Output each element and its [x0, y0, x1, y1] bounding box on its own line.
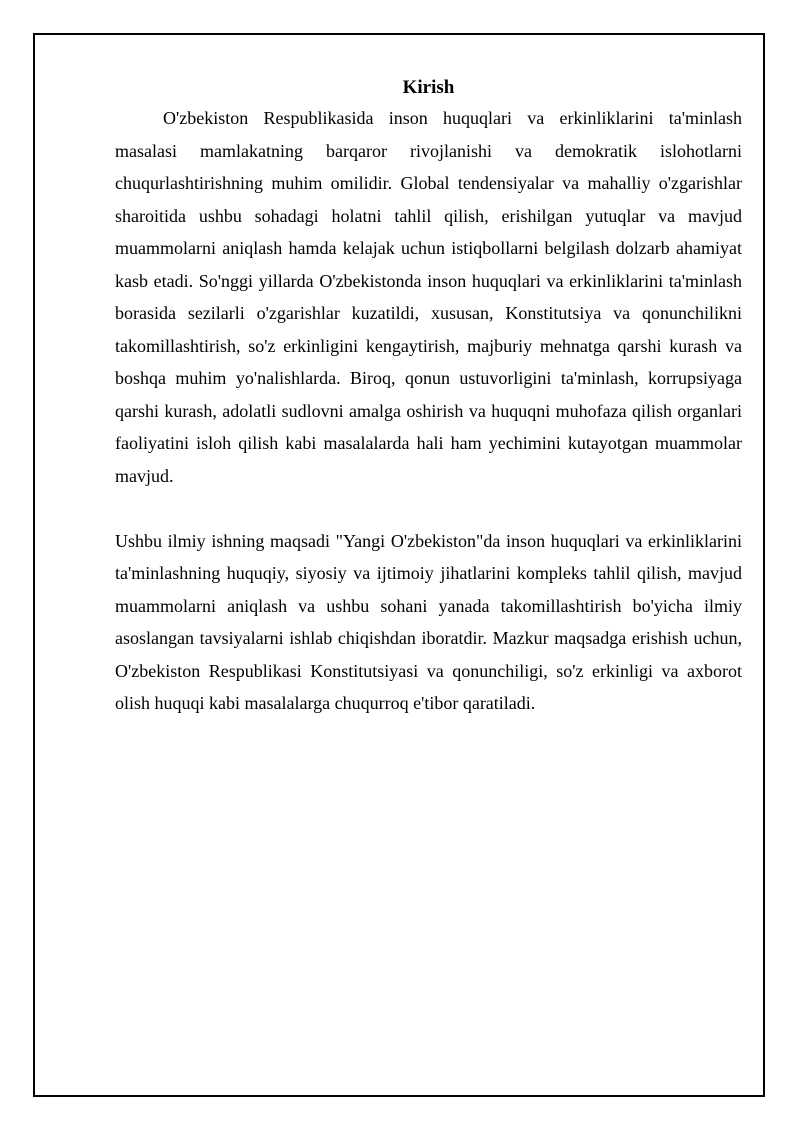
document-body — [115, 74, 742, 720]
intro-paragraph-2: Ushbu ilmiy ishning maqsadi "Yangi O'zbekiston"da inson huquqlari va erkinliklarini ta'minlashning huquqiy, siyosiy va ijtimoiy jihatlarini kompleks tahlil qilish, mavjud muammolarni aniqlash va ushbu sohani yanada takomillashtirish bo'yicha ilmiy asoslangan tavsiyalarni ishlab chiqishdan iboratdir. Mazkur maqsadga erishish uchun, O'zbekiston Respublikasi Konstitutsiyasi va qonunchiligi, so'z erkinligi va axborot olish huquqi kabi masalalarga chuqurroq e'tibor qaratiladi. — [115, 530, 742, 713]
intro-paragraph-1: O'zbekiston Respublikasida inson huquqlari va erkinliklarini ta'minlash masalasi mamlakatning barqaror rivojlanishi va demokratik islohotlarni chuqurlashtirishning muhim omilidir. Global tendensiyalar va mahalliy o'zgarishlar sharoitida ushbu sohadagi holatni tahlil qilish, erishilgan yutuqlar va mavjud muammolarni aniqlash hamda kelajak uchun istiqbollarni belgilash dolzarb ahamiyat kasb etadi. So'nggi yillarda O'zbekistonda inson huquqlari va erkinliklarini ta'minlash borasida sezilarli o'zgarishlar kuzatildi, xususan, Konstitutsiya va qonunchilikni takomillashtirish, so'z erkinligini kengaytirish, majburiy mehnatga qarshi kurash va boshqa muhim yo'nalishlarda. Biroq, qonun ustuvorligini ta'minlash, korrupsiyaga qarshi kurash, adolatli sudlovni amalga oshirish va huquqni muhofaza qilish organlari faoliyatini isloh qilish kabi masalalarda hali ham yechimini kutayotgan muammolar mavjud. — [115, 108, 742, 486]
document-title: Kirish — [402, 77, 455, 98]
paragraph-spacer — [115, 492, 742, 525]
